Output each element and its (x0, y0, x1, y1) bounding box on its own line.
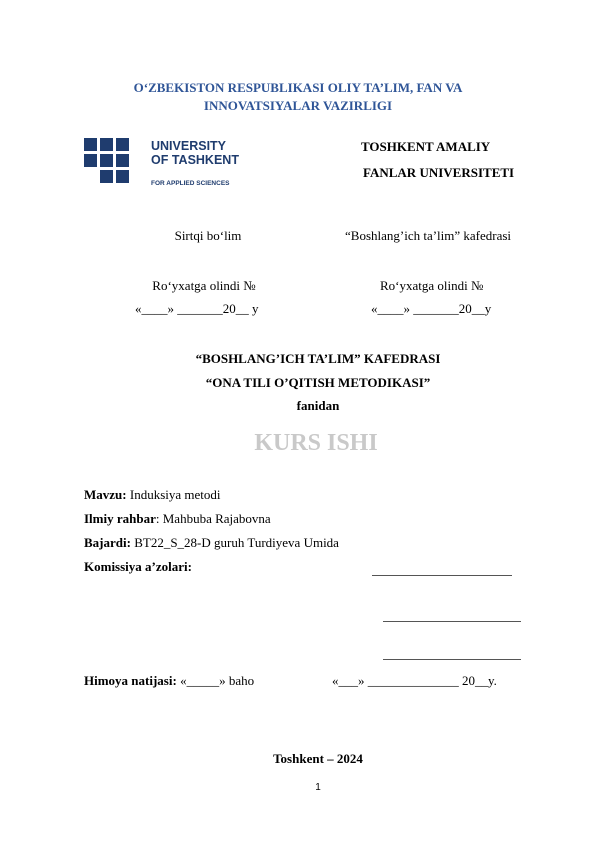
ministry-header (0, 79, 596, 115)
left-department: Sirtqi bo‘lim (174, 228, 242, 243)
logo-text-line-1: UNIVERSITY (151, 139, 227, 153)
subject-suffix: fanidan (296, 398, 340, 413)
defense-date: «___» ______________ 20__y. (332, 673, 497, 688)
city-year: Toshkent – 2024 (273, 751, 363, 766)
department-heading: “BOSHLANG’ICH TA’LIM” KAFEDRASI (195, 351, 441, 366)
logo-text-line-3: FOR APPLIED SCIENCES (151, 180, 230, 187)
university-name-line-2: FANLAR UNIVERSITETI (363, 165, 515, 180)
university-name-line-1: TOSHKENT AMALIY (361, 139, 491, 154)
commission-signature-line-3 (383, 659, 521, 660)
commission-label: Komissiya a’zolari: (84, 559, 192, 574)
topic-label: Mavzu: (84, 487, 127, 502)
ministry-line-2: INNOVATSIYALAR VAZIRLIGI (203, 98, 393, 113)
defense-grade: «_____» baho (176, 673, 255, 688)
left-date: «____» _______20__ y (135, 301, 259, 316)
document-title: KURS ISHI (254, 430, 378, 456)
logo-mark-icon (84, 138, 244, 190)
right-date: «____» _______20__y (371, 301, 492, 316)
left-registered: Ro‘yxatga olindi № (152, 278, 256, 293)
supervisor-field (84, 511, 271, 527)
commission-signature-line-2 (383, 621, 521, 622)
defense-label: Himoya natijasi: (84, 673, 177, 688)
page-number: 1 (315, 782, 321, 793)
right-registered: Ro‘yxatga olindi № (380, 278, 484, 293)
author-value: BT22_S_28-D guruh Turdiyeva Umida (130, 535, 339, 550)
topic-value: Induksiya metodi (126, 487, 221, 502)
defense-result (84, 673, 254, 689)
supervisor-value: : Mahbuba Rajabovna (155, 511, 271, 526)
right-department: “Boshlang’ich ta’lim” kafedrasi (345, 228, 512, 243)
author-field (84, 535, 339, 551)
supervisor-label: Ilmiy rahbar (84, 511, 156, 526)
commission-signature-line-1 (372, 575, 512, 576)
logo-text-line-2: OF TASHKENT (151, 153, 239, 167)
subject-heading: “ONA TILI O’QITISH METODIKASI” (205, 375, 431, 390)
university-logo (84, 138, 244, 190)
author-label: Bajardi: (84, 535, 131, 550)
topic-field (84, 487, 221, 503)
ministry-line-1: O‘ZBEKISTON RESPUBLIKASI OLIY TA’LIM, FAN VA (133, 80, 463, 95)
